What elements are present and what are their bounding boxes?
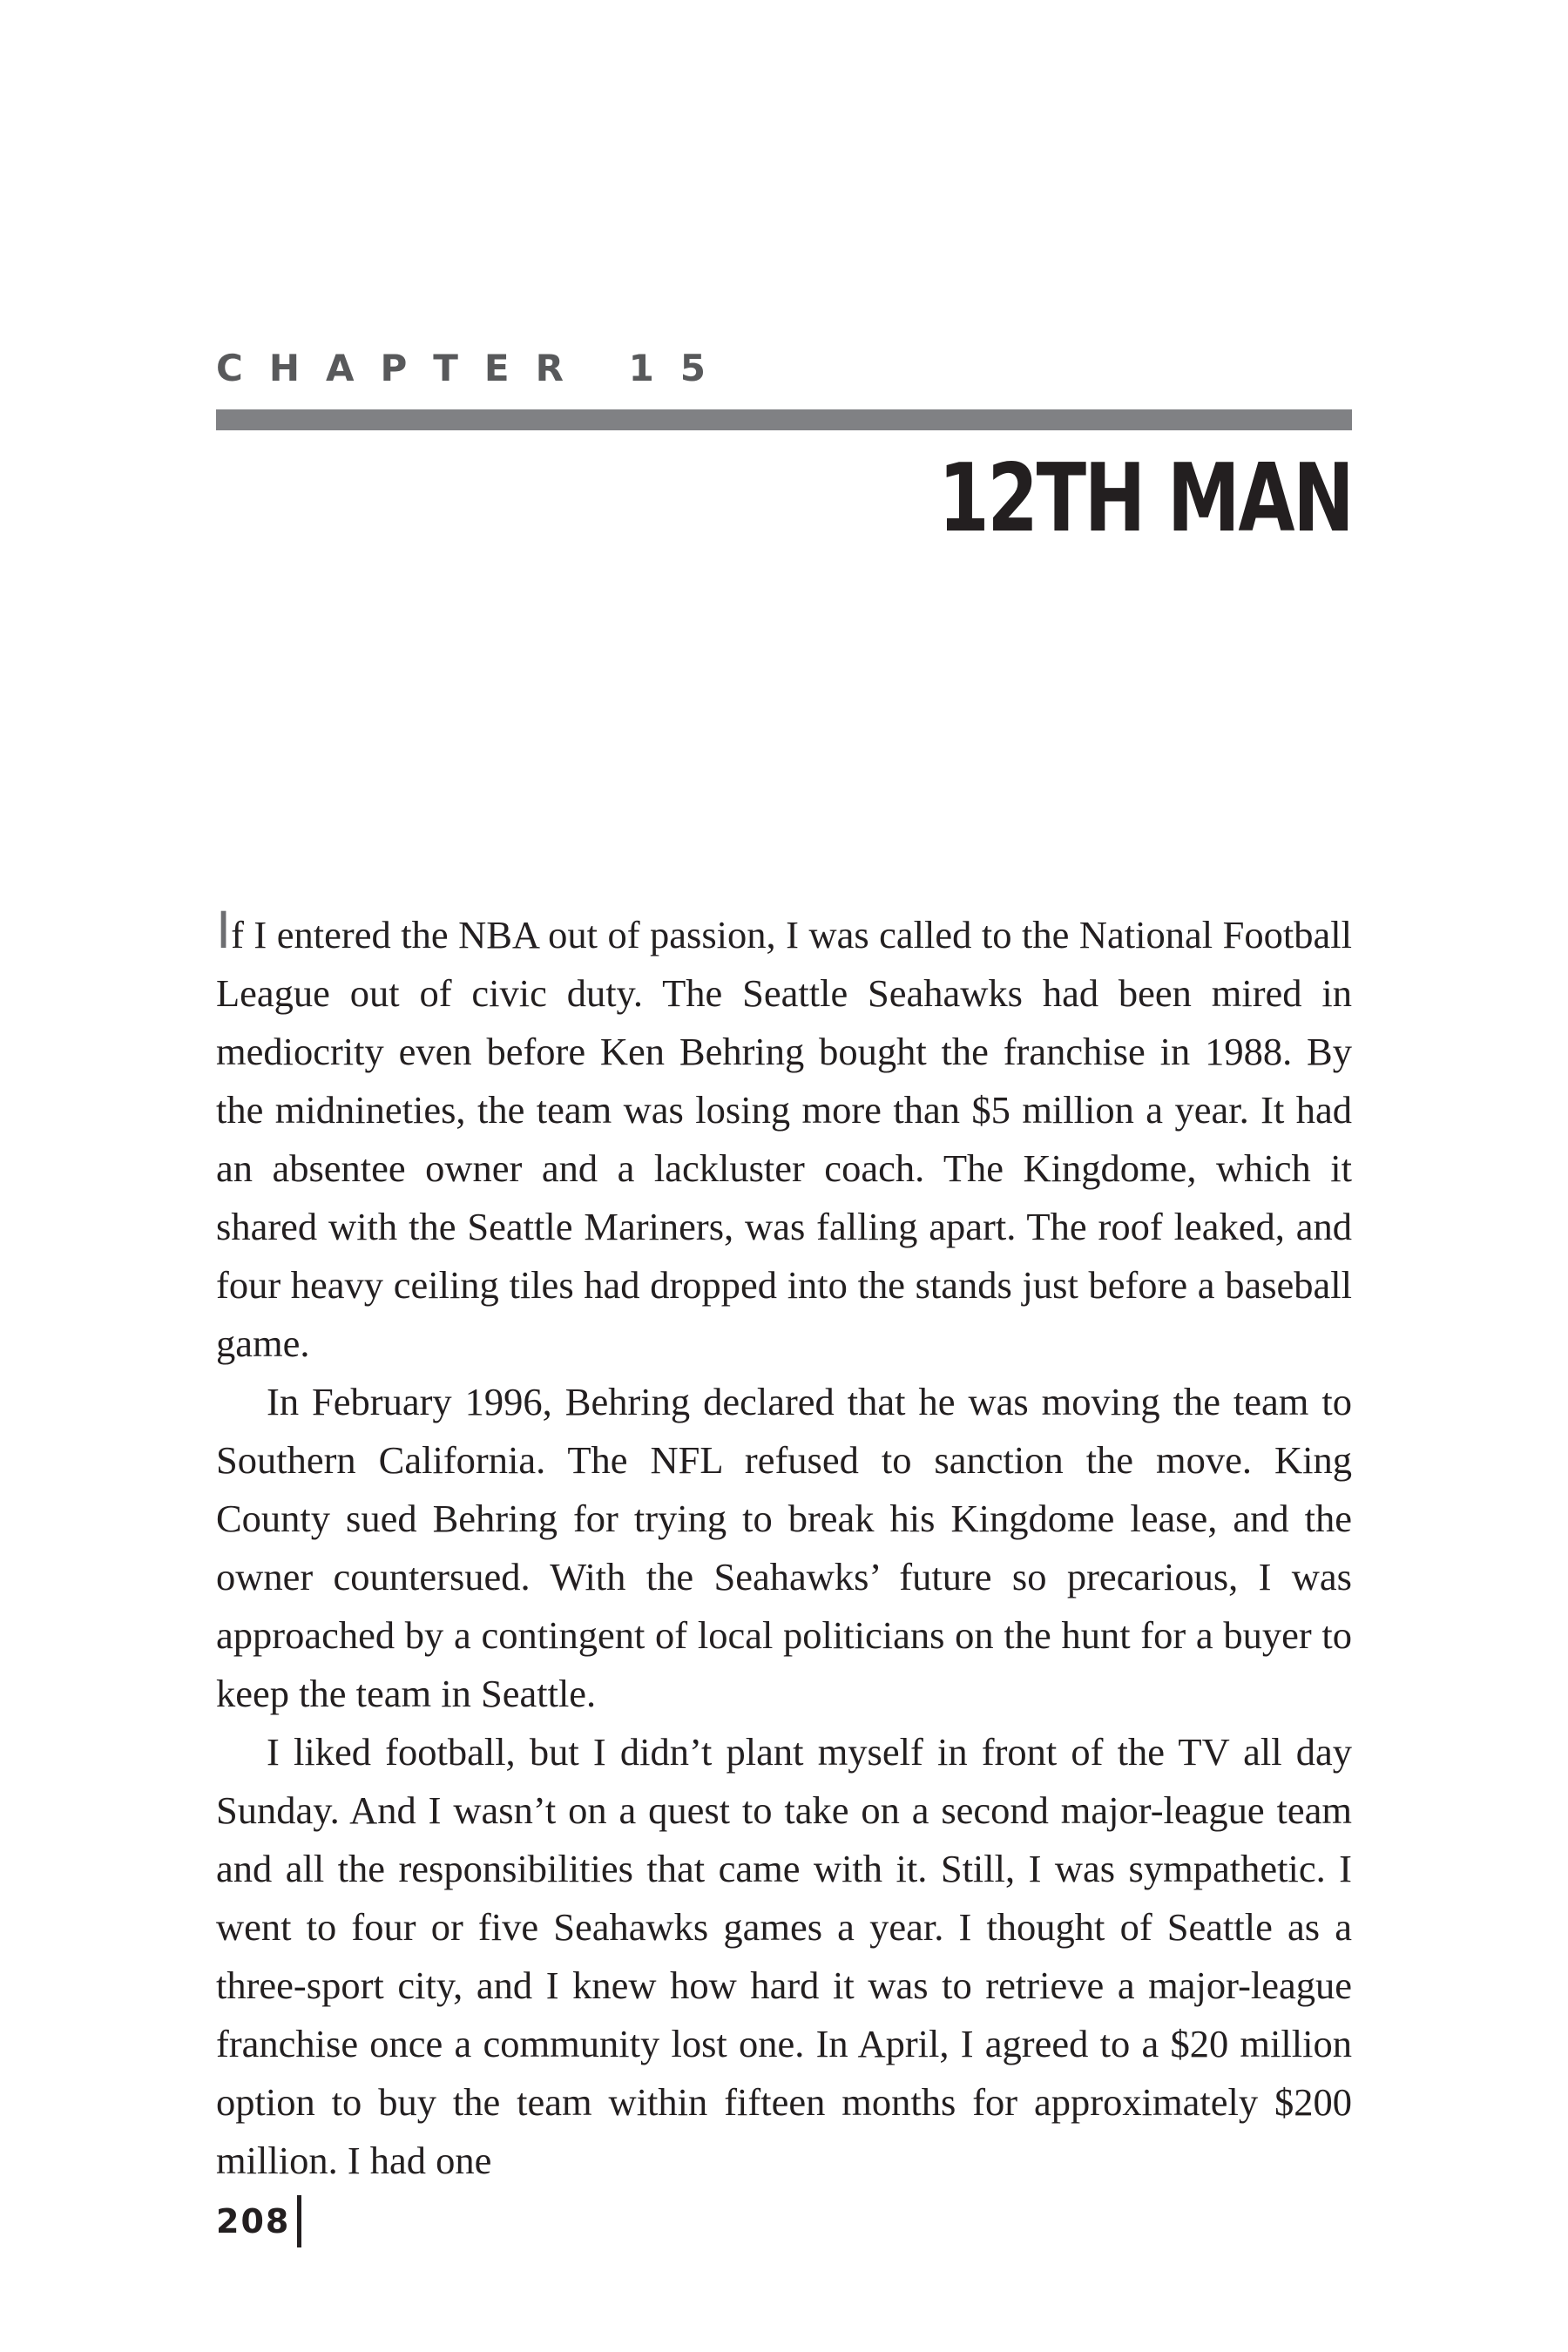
folio-rule bbox=[297, 2195, 301, 2247]
chapter-body bbox=[216, 901, 1352, 2190]
chapter-label: CHAPTER 15 bbox=[216, 347, 733, 389]
chapter-divider bbox=[216, 409, 1352, 430]
paragraph-2: In February 1996, Behring declared that he was moving the team to Southern California. The NFL refused to sanction the move. King County sued Behring for trying to break his Kingdome lease, and the owner countersued. With the Seahawks’ future so precarious, I was approached by a contingent of local politicians on the hunt for a buyer to keep the team in Seattle. bbox=[216, 1380, 1352, 1715]
paragraph-3: I liked football, but I didn’t plant myself in front of the TV all day Sunday. And I wasn’t on a quest to take on a second major-league team and all the responsibilities that came with it. Still, I was sympathetic. I went to four or five Seahawks games a year. I thought of Seattle as a three-sport city, and I knew how hard it was to retrieve a major-league franchise once a community lost one. In April, I agreed to a $20 million option to buy the team within fifteen months for approximately $200 million. I had one bbox=[216, 1730, 1352, 2182]
drop-initial: I bbox=[216, 901, 232, 960]
paragraph-1-text: f I entered the NBA out of passion, I was called to the National Football League out of civic duty. The Seattle Seahawks had been mired in mediocrity even before Ken Behring bought the franchise in 1988. By the midnineties, the team was losing more than $5 million a year. It had an absentee owner and a lackluster coach. The Kingdome, which it shared with the Seattle Mariners, was falling apart. The roof leaked, and four heavy ceiling tiles had dropped into the stands just before a baseball game. bbox=[216, 913, 1352, 1365]
page-number: 208 bbox=[216, 2202, 291, 2240]
paragraph-1 bbox=[216, 901, 1352, 1373]
page-folio bbox=[216, 2195, 301, 2247]
chapter-title: 12TH MAN bbox=[937, 444, 1352, 553]
